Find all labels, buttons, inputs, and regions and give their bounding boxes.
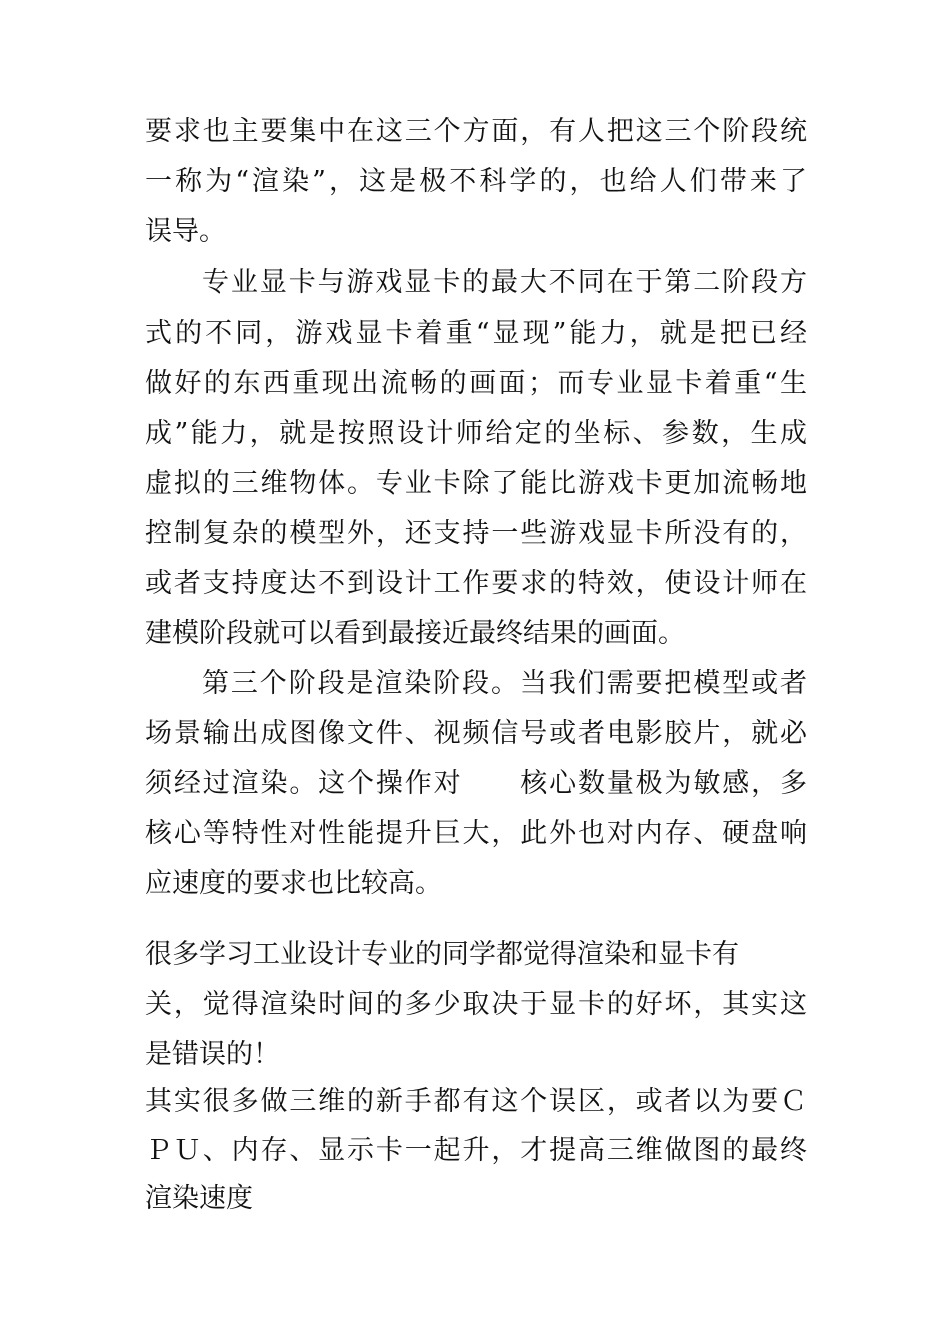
paragraph-line: 做好的东西重现出流畅的画面；而专业显卡着重“生: [145, 368, 807, 399]
paragraph-line: 应速度的要求也比较高。: [145, 868, 442, 899]
paragraph-line: 控制复杂的模型外，还支持一些游戏显卡所没有的，: [145, 518, 807, 549]
paragraph-line: 很多学习工业设计专业的同学都觉得渲染和显卡有: [145, 939, 739, 970]
paragraph-line: 建模阶段就可以看到最接近最终结果的画面。: [145, 618, 685, 649]
paragraph-line: 误导。: [145, 216, 226, 247]
paragraph-line: 是错误的！: [145, 1039, 280, 1070]
paragraph-line: 或者支持度达不到设计工作要求的特效，使设计师在: [145, 568, 807, 599]
paragraph-line: 第三个阶段是渲染阶段。当我们需要把模型或者: [202, 668, 807, 699]
paragraph-line: 关，觉得渲染时间的多少取决于显卡的好坏，其实这: [145, 989, 807, 1020]
paragraph-line: 须经过渲染。这个操作对 核心数量极为敏感，多: [145, 768, 807, 799]
paragraph-line: 场景输出成图像文件、视频信号或者电影胶片，就必: [145, 718, 807, 749]
paragraph-line: 虚拟的三维物体。专业卡除了能比游戏卡更加流畅地: [145, 468, 807, 499]
paragraph-line: 式的不同，游戏显卡着重“显现”能力，就是把已经: [145, 318, 807, 349]
paragraph-line: 专业显卡与游戏显卡的最大不同在于第二阶段方: [202, 267, 807, 298]
paragraph-line: 成”能力，就是按照设计师给定的坐标、参数，生成: [145, 418, 807, 449]
paragraph-line: 要求也主要集中在这三个方面，有人把这三个阶段统: [145, 116, 807, 147]
paragraph-line: 一称为“渲染”，这是极不科学的，也给人们带来了: [145, 166, 807, 197]
paragraph-line: 核心等特性对性能提升巨大，此外也对内存、硬盘响: [145, 818, 807, 849]
paragraph-line: ＰＵ、内存、显示卡一起升，才提高三维做图的最终: [145, 1135, 807, 1166]
paragraph-line: 渲染速度: [145, 1183, 253, 1214]
paragraph-line: 其实很多做三维的新手都有这个误区，或者以为要Ｃ: [145, 1086, 807, 1117]
